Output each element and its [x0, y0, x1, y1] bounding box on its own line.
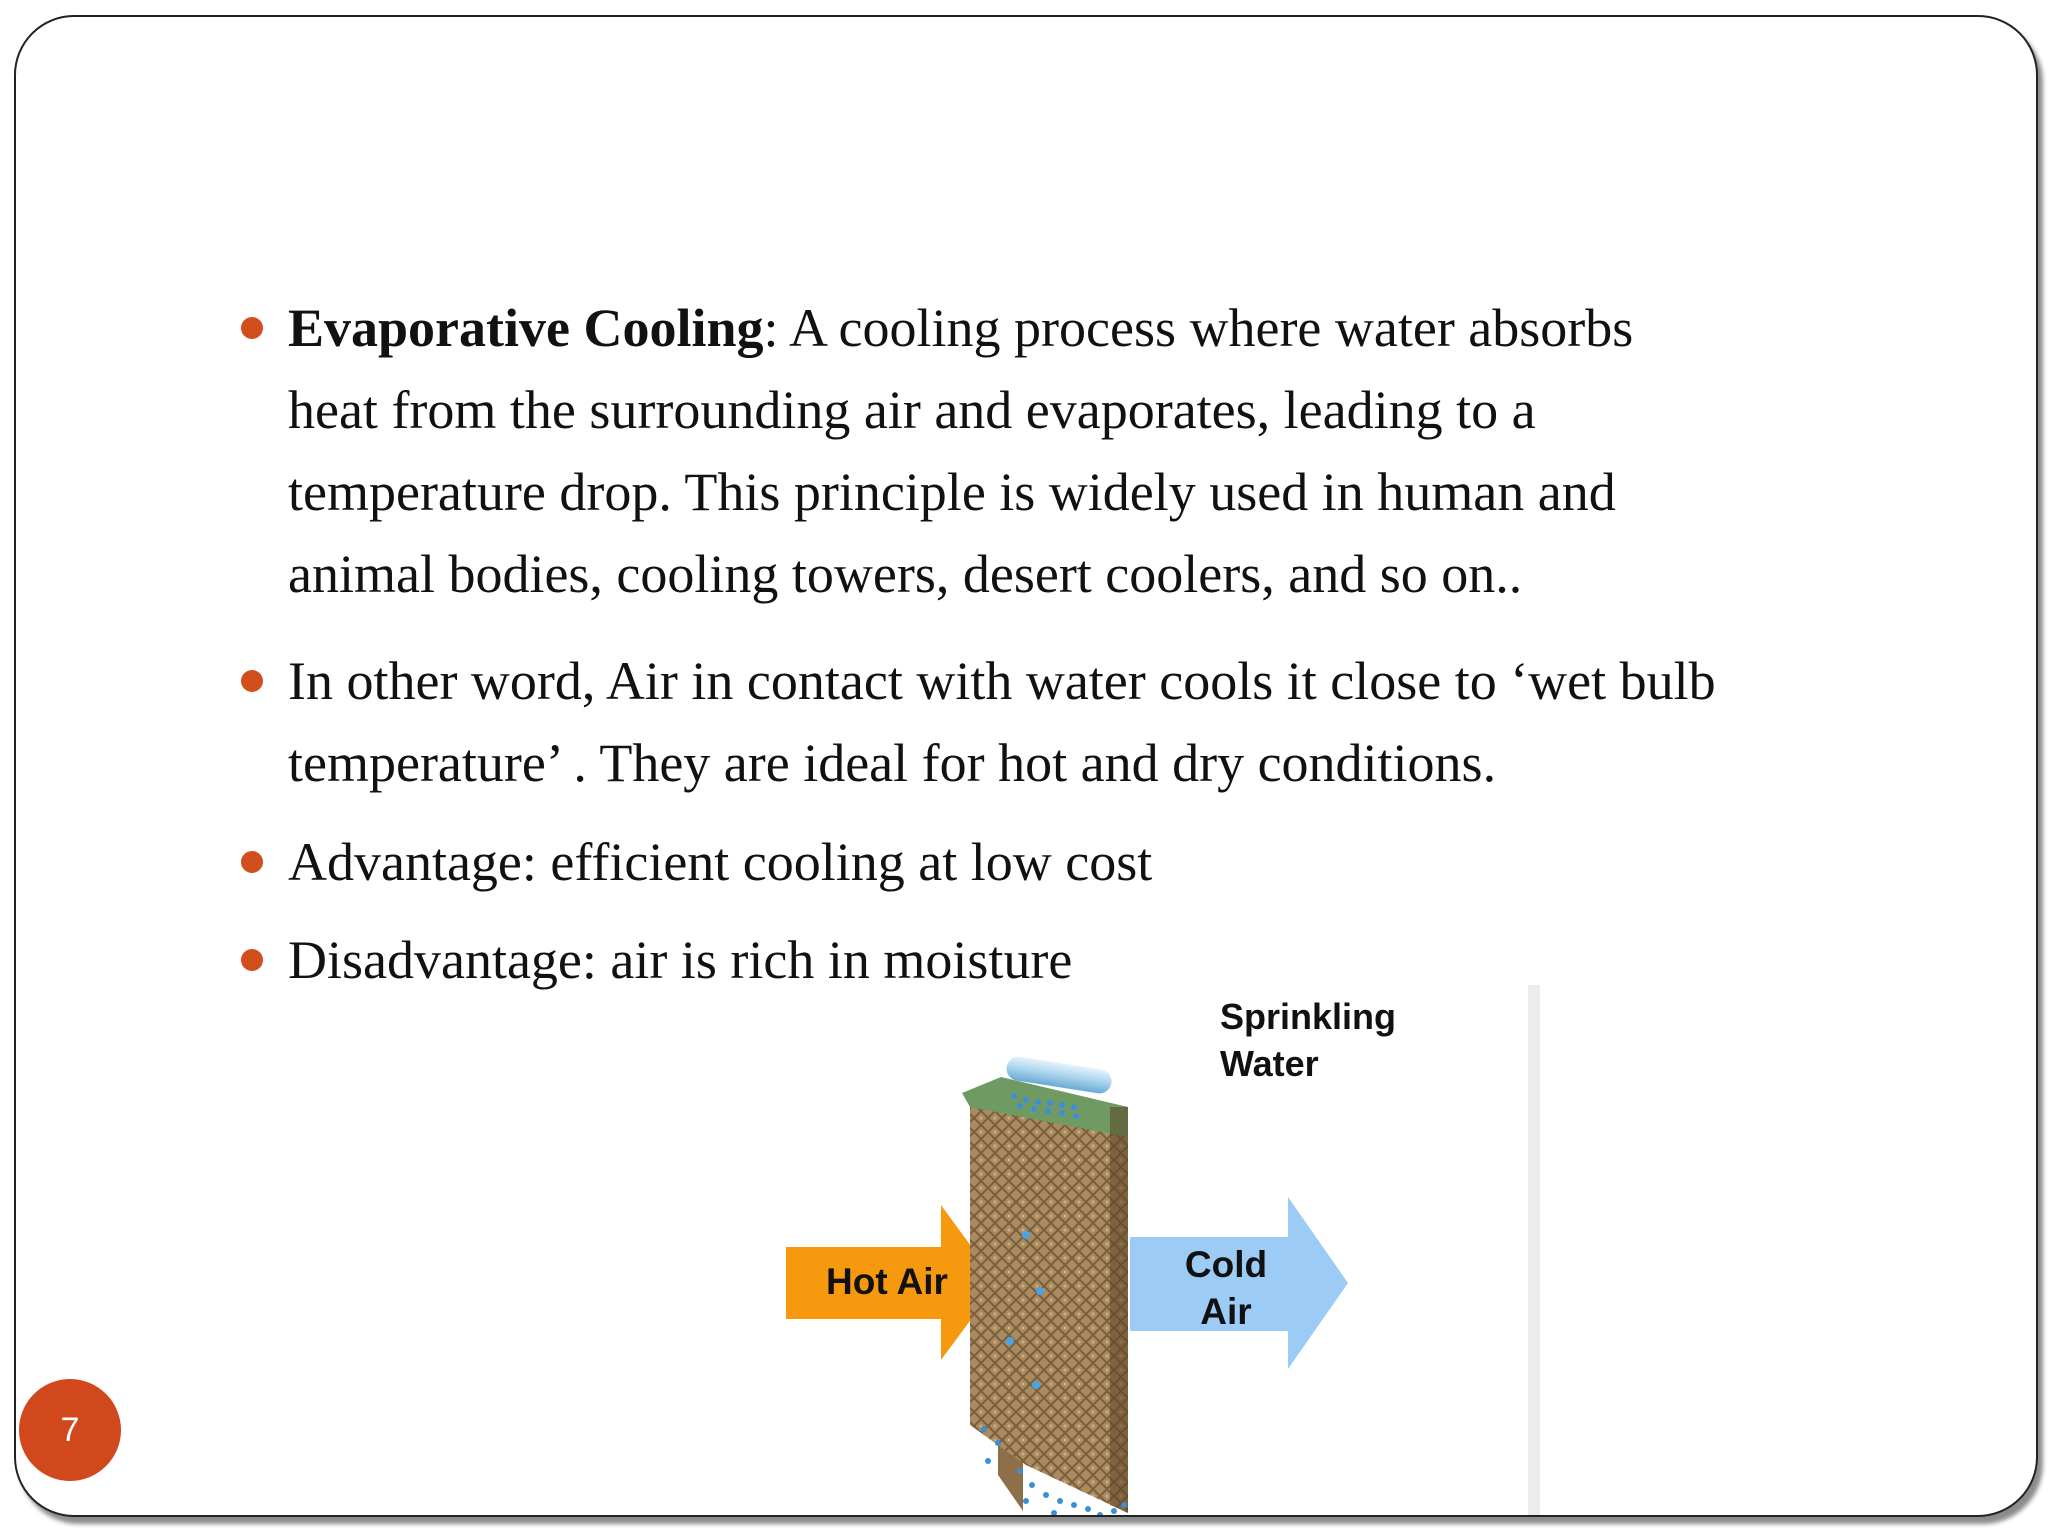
bullet-dot-icon: [241, 670, 263, 692]
bullet-term: Evaporative Cooling: [288, 298, 764, 358]
hot-air-label: Hot Air: [826, 1261, 948, 1302]
evaporative-cooling-diagram: [736, 985, 1540, 1517]
sprinkling-water-label-line2: Water: [1220, 1043, 1319, 1084]
bullet-dot-icon: [241, 949, 263, 971]
bullet-evaporative-cooling: [288, 287, 1888, 615]
bullet-dot-icon: [241, 851, 263, 873]
bullet-wet-bulb: [288, 640, 1988, 804]
bullet-text: Disadvantage: air is rich in moisture: [288, 930, 1073, 990]
bullet-text: In other word, Air in contact with water cools it close to ‘wet bulb: [288, 651, 1716, 711]
slide-number-badge: 7: [19, 1379, 121, 1481]
cold-air-label-line1: Cold: [1184, 1244, 1268, 1285]
bullet-text: : A cooling process where water absorbs: [763, 298, 1634, 358]
bullet-advantage: [288, 821, 1988, 903]
cold-air-label-line2: Air: [1200, 1291, 1252, 1332]
bullet-text: temperature drop. This principle is widely used in human and: [288, 462, 1616, 522]
cooling-pad: [970, 1105, 1128, 1513]
slide: [14, 15, 2038, 1517]
bullet-text: animal bodies, cooling towers, desert coolers, and so on..: [288, 544, 1523, 604]
sprinkling-water-label-line1: Sprinkling: [1220, 996, 1397, 1037]
bullet-text: heat from the surrounding air and evaporates, leading to a: [288, 380, 1536, 440]
bullet-dot-icon: [241, 317, 263, 339]
figure-edge: [1528, 985, 1540, 1517]
cooling-pad-diagram: [736, 985, 1540, 1517]
bullet-text: temperature’ . They are ideal for hot and dry conditions.: [288, 733, 1497, 793]
bullet-text: Advantage: efficient cooling at low cost: [288, 832, 1153, 892]
